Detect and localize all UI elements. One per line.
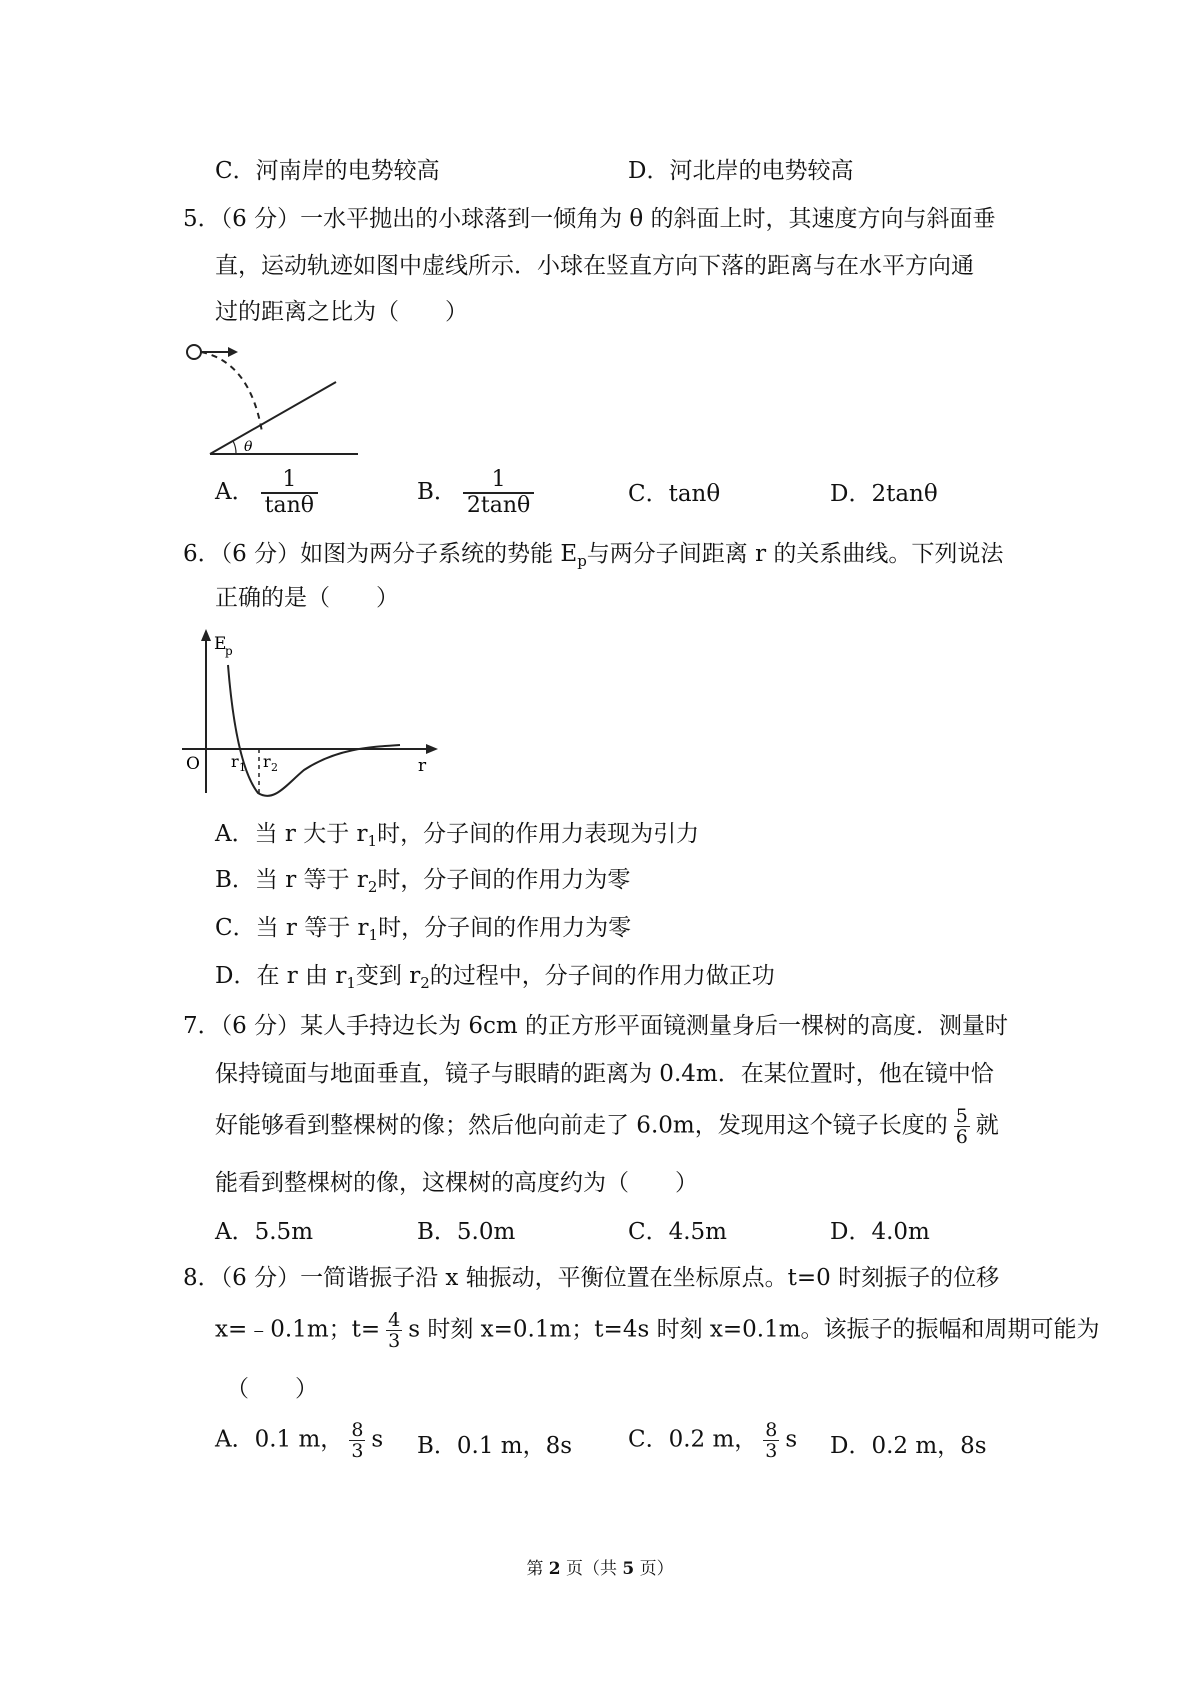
q8-option-c-part2: s <box>785 1426 798 1453</box>
angle-arc <box>233 441 236 454</box>
q6-stem-part2: 与两分子间距离 r 的关系曲线。下列说法 <box>586 541 1004 567</box>
q6-option-b-part1: B．当 r 等于 r <box>215 867 368 893</box>
option-a-label: A． <box>215 479 255 505</box>
q6-option-a <box>215 818 699 857</box>
fraction-numerator: 8 <box>765 1419 778 1441</box>
q6-option-d-sub1: 1 <box>346 974 356 992</box>
q5-stem-line2: 直，运动轨迹如图中虚线所示．小球在竖直方向下落的距离与在水平方向通 <box>215 253 974 279</box>
r1-label: r <box>231 752 239 771</box>
trajectory-dashed <box>201 352 262 432</box>
q6-option-a-sub: 1 <box>367 832 378 850</box>
q5-stem-line1: 5．（6 分）一水平抛出的小球落到一倾角为 θ 的斜面上时，其速度方向与斜面垂 <box>183 206 996 232</box>
q6-option-c-part2: 时，分子间的作用力为零 <box>378 915 632 941</box>
q7-stem-line4: 能看到整棵树的像，这棵树的高度约为（ ） <box>215 1170 698 1196</box>
fraction-denominator: 3 <box>351 1440 364 1462</box>
q5-figure-incline <box>178 340 368 465</box>
incline-line <box>210 382 336 454</box>
q6-option-b-sub: 2 <box>367 878 378 896</box>
q5-option-d: D．2tanθ <box>830 481 938 507</box>
fraction-numerator: 1 <box>282 467 297 492</box>
theta-label: θ <box>244 439 253 455</box>
ep-curve <box>228 665 400 796</box>
q6-option-a-part2: 时，分子间的作用力表现为引力 <box>377 821 700 847</box>
q7-stem-line2: 保持镜面与地面垂直，镜子与眼睛的距离为 0.4m．在某位置时，他在镜中恰 <box>215 1061 994 1087</box>
q5-option-b <box>417 468 540 518</box>
fraction-denominator: 3 <box>388 1330 401 1352</box>
footer-prefix: 第 <box>526 1559 549 1579</box>
q8-option-c-part1: C．0.2 m， <box>628 1426 758 1453</box>
q7-stem-line1: 7．（6 分）某人手持边长为 6cm 的正方形平面镜测量身后一棵树的高度．测量时 <box>183 1013 1009 1039</box>
q8-stem-line2-part2: s 时刻 x=0.1m；t=4s 时刻 x=0.1m。该振子的振幅和周期可能为 <box>408 1316 1100 1343</box>
fraction-numerator: 4 <box>388 1309 401 1331</box>
q5-option-a-fraction <box>261 468 318 518</box>
q7-stem-line3 <box>215 1106 999 1147</box>
q6-option-c <box>215 912 631 951</box>
q7-option-b: B．5.0m <box>417 1219 516 1245</box>
q6-option-d-part1: D．在 r 由 r <box>215 963 347 989</box>
q6-figure-potential-curve <box>178 625 448 805</box>
q6-option-d-part2: 变到 r <box>355 963 421 989</box>
arrow-head-icon <box>228 347 238 357</box>
q7-option-a: A．5.5m <box>215 1219 313 1245</box>
q6-stem-line2: 正确的是（ ） <box>215 585 399 611</box>
fraction-denominator: 2tanθ <box>463 492 534 518</box>
q8-option-a-part2: s <box>371 1426 384 1453</box>
q8-option-c-fraction <box>763 1420 779 1461</box>
q5-option-a <box>215 468 324 518</box>
q8-option-b: B．0.1 m，8s <box>417 1433 573 1459</box>
q4-option-c: C．河南岸的电势较高 <box>215 158 440 184</box>
q6-option-c-part1: C．当 r 等于 r <box>215 915 369 941</box>
r2-label-sub: 2 <box>271 761 278 774</box>
q6-option-c-sub: 1 <box>368 926 379 944</box>
q6-option-d-sub2: 2 <box>420 974 430 992</box>
q8-stem-line3: （ ） <box>226 1376 318 1402</box>
footer-total-pages: 5 <box>622 1559 635 1579</box>
footer-suffix: 页） <box>634 1559 674 1579</box>
fraction-denominator: 6 <box>955 1126 968 1148</box>
q8-stem-line2-part1: x=﹣0.1m；t= <box>215 1316 381 1343</box>
q6-stem-part1: 6．（6 分）如图为两分子系统的势能 E <box>183 541 578 567</box>
fraction-numerator: 5 <box>955 1105 968 1127</box>
q6-option-b <box>215 864 630 903</box>
q8-option-d: D．0.2 m，8s <box>830 1433 987 1459</box>
q8-stem-fraction <box>386 1310 402 1351</box>
fraction-numerator: 1 <box>491 467 506 492</box>
y-axis-label-sub: p <box>225 644 233 658</box>
q8-stem-line2 <box>215 1310 1100 1351</box>
page-footer <box>0 1554 1200 1579</box>
footer-page-number: 2 <box>548 1559 561 1579</box>
origin-label: O <box>186 754 200 774</box>
r2-label: r <box>263 752 271 771</box>
x-axis-label: r <box>418 756 427 776</box>
q8-option-c <box>628 1420 797 1461</box>
q6-option-d-part3: 的过程中，分子间的作用力做正功 <box>429 963 775 989</box>
q6-stem-line1 <box>183 538 1003 577</box>
y-axis-label: E <box>214 634 227 654</box>
q6-option-d <box>215 960 775 999</box>
r1-label-sub: 1 <box>239 761 246 774</box>
q5-stem-line3: 过的距离之比为（ ） <box>215 299 468 325</box>
x-axis-arrow-icon <box>426 744 438 754</box>
q8-option-a <box>215 1420 383 1461</box>
q8-option-a-fraction <box>349 1420 365 1461</box>
q7-fraction <box>954 1106 970 1147</box>
q6-stem-sub: p <box>577 552 587 570</box>
q7-option-d: D．4.0m <box>830 1219 930 1245</box>
q7-stem-line3-part1: 好能够看到整棵树的像；然后他向前走了 6.0m，发现用这个镜子长度的 <box>215 1112 948 1139</box>
q5-option-c: C．tanθ <box>628 481 721 507</box>
q5-option-b-fraction <box>463 468 534 518</box>
footer-middle: 页（共 <box>560 1559 623 1579</box>
q8-stem-line1: 8．（6 分）一简谐振子沿 x 轴振动，平衡位置在坐标原点。t=0 时刻振子的位移 <box>183 1265 1000 1291</box>
q8-option-a-part1: A．0.1 m， <box>215 1426 344 1453</box>
q6-option-a-part1: A．当 r 大于 r <box>215 821 368 847</box>
option-b-label: B． <box>417 479 457 505</box>
y-axis-arrow-icon <box>201 629 211 641</box>
q6-option-b-part2: 时，分子间的作用力为零 <box>377 867 631 893</box>
q4-option-d: D．河北岸的电势较高 <box>628 158 854 184</box>
fraction-denominator: 3 <box>765 1440 778 1462</box>
fraction-numerator: 8 <box>351 1419 364 1441</box>
q7-stem-line3-part2: 就 <box>975 1112 999 1139</box>
ball <box>187 345 201 359</box>
q7-option-c: C．4.5m <box>628 1219 727 1245</box>
fraction-denominator: tanθ <box>261 492 318 518</box>
